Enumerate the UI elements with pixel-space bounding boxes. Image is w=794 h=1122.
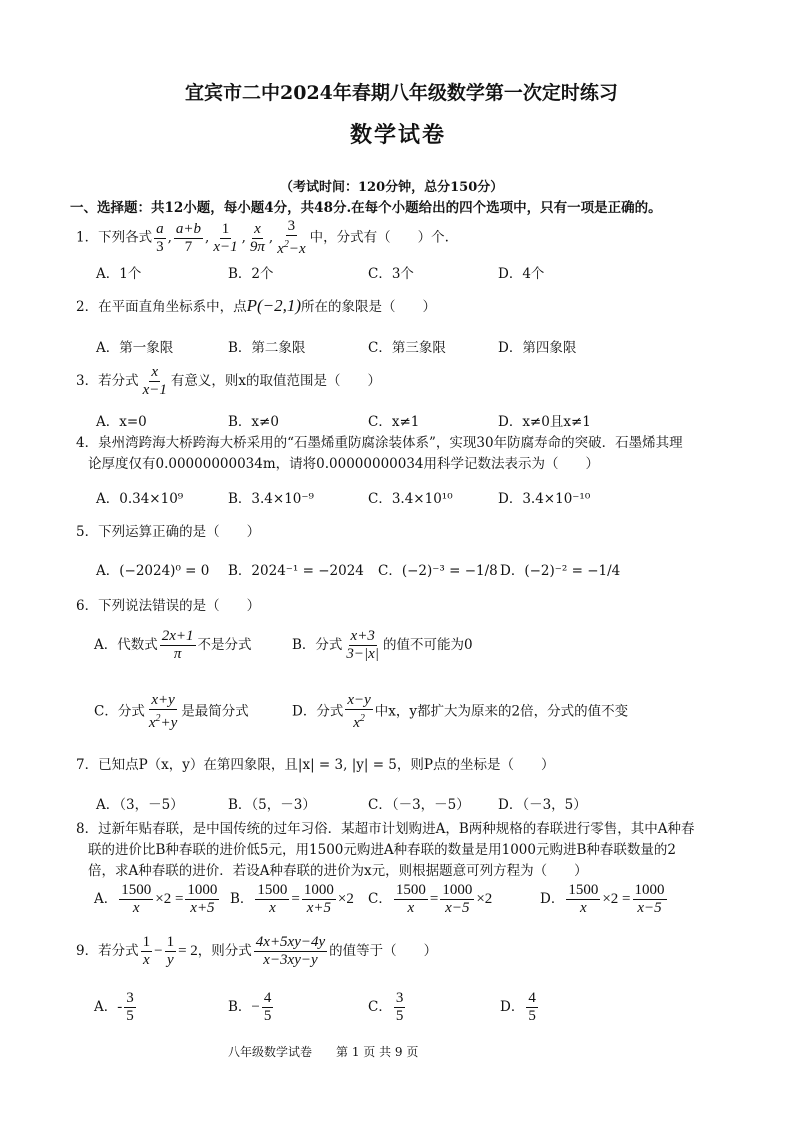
q9-b-label: B． <box>228 999 252 1015</box>
q3-prefix: 3．若分式 <box>76 373 139 389</box>
q5-option-a: A．(−2024)⁰ = 0 <box>96 563 210 579</box>
section-heading: 一、选择题：共12小题，每小题4分，共48分.在每个小题给出的四个选项中，只有一项是正确的。 <box>70 200 662 216</box>
question-6: 6．下列说法错误的是（ ） <box>76 598 261 614</box>
question-8-line1: 8．过新年贴春联，是中国传统的过年习俗．某超市计划购进A，B两种规格的春联进行零售，其中A种春 <box>76 821 695 837</box>
q8-option-c: C． $\frac{1500}{x}$ = $\frac{1000}{x-5}$ ×2 <box>368 882 493 916</box>
q2-option-c: C．第三象限 <box>368 340 446 356</box>
question-4-line2: 论厚度仅有0.00000000034m，请将0.00000000034用科学记数法表示为（ ） <box>88 456 600 472</box>
q9-mid: ，则分式 <box>197 943 252 959</box>
q4-option-a: A．0.34×10⁹ <box>96 491 184 507</box>
q9-prefix: 9．若分式 <box>76 943 139 959</box>
q3-option-a: A．x=0 <box>96 414 147 430</box>
q1-option-d: D．4个 <box>498 266 545 282</box>
q4-option-d: D．3.4×10⁻¹⁰ <box>498 491 591 507</box>
q8-d-label: D． <box>540 891 565 907</box>
q2-point: P(−2,1) <box>246 296 302 315</box>
q9-option-b: B．− $\frac{4}{5}$ <box>228 990 272 1024</box>
q8-b-label: B． <box>230 891 254 907</box>
question-2 <box>76 297 436 316</box>
q6-d-prefix: D．分式 <box>292 703 344 720</box>
q3-suffix: 有意义，则x的取值范围是（ ） <box>170 373 381 389</box>
q3-option-b: B．x≠0 <box>228 414 279 430</box>
q6-a-prefix: A．代数式 <box>94 637 158 653</box>
q5-option-c: C．(−2)⁻³ = −1/8 <box>378 563 498 579</box>
q8-a-label: A． <box>94 891 118 907</box>
q9-suffix: 的值等于（ ） <box>329 943 438 959</box>
q6-a-suffix: 不是分式 <box>197 637 252 653</box>
q5-option-d: D．(−2)⁻² = −1/4 <box>500 563 621 579</box>
q6-b-suffix: 的值不可能为0 <box>382 637 473 653</box>
q8-option-b: B． $\frac{1500}{x}$ = $\frac{1000}{x+5}$ ×2 <box>230 882 354 916</box>
q6-d-suffix: 中x，y都扩大为原来的2倍，分式的值不变 <box>374 703 629 720</box>
q2-option-b: B．第二象限 <box>228 340 306 356</box>
q6-b-prefix: B．分式 <box>292 637 343 653</box>
q9-option-d: D． $\frac{4}{5}$ <box>500 990 536 1024</box>
q7-option-c: C．（－3，－5） <box>368 797 470 813</box>
question-9: 9．若分式 $\frac{1}{x}$ − $\frac{1}{y}$ = 2，则分式 $\frac{4x+5xy-4y}{x-3xy-y}$ 的值等于（ ） <box>76 934 438 968</box>
q2-option-a: A．第一象限 <box>96 340 174 356</box>
q3-option-d: D．x≠0且x≠1 <box>498 414 591 430</box>
q6-c-prefix: C．分式 <box>94 703 145 720</box>
page-footer: 八年级数学试卷 第 1 页 共 9 页 <box>228 1045 419 1059</box>
q8-c-label: C． <box>368 891 392 907</box>
q9-d-label: D． <box>500 999 525 1015</box>
question-3: 3．若分式 $\frac{x}{x-1}$ 有意义，则x的取值范围是（ ） <box>76 364 381 398</box>
q7-option-a: A．（3，－5） <box>96 797 184 813</box>
q6-c-suffix: 是最简分式 <box>181 703 249 720</box>
exam-subtitle: 数学试卷 <box>350 122 447 148</box>
question-1: 1．下列各式 $\frac{a}{3}$ , $\frac{a+b}{7}$ , $\frac{1}{x-1}$ , $\frac{x}{9\pi}$ , $\frac{3}{x^2-x}$ 中，分式有（ ）个. <box>76 218 449 257</box>
q1-option-b: B．2个 <box>228 266 274 282</box>
q6-option-b: B．分式 $\frac{x+3}{3-|x|}$ 的值不可能为0 <box>292 628 473 662</box>
q1-option-c: C．3个 <box>368 266 414 282</box>
question-5: 5．下列运算正确的是（ ） <box>76 524 261 540</box>
q1-prefix: 1．下列各式 <box>76 229 153 246</box>
q4-option-c: C．3.4×10¹⁰ <box>368 491 453 507</box>
q6-option-d: D．分式 $\frac{x-y}{x^2}$ 中x，y都扩大为原来的2倍，分式的值不变 <box>292 692 629 731</box>
q9-option-a: A．- $\frac{3}{5}$ <box>94 990 134 1024</box>
q7-option-d: D．（－3，5） <box>498 797 587 813</box>
exam-info: （考试时间：120分钟，总分150分） <box>280 180 504 195</box>
q2-suffix: 所在的象限是（ ） <box>301 299 437 315</box>
q8-option-d: D． $\frac{1500}{x}$ ×2 = $\frac{1000}{x-5}$ <box>540 882 665 916</box>
question-7: 7．已知点P（x，y）在第四象限，且|x| = 3, |y| = 5，则P点的坐标是（ ） <box>76 757 555 773</box>
q8-option-a: A． $\frac{1500}{x}$ ×2 = $\frac{1000}{x+5}$ <box>94 882 218 916</box>
q4-option-b: B．3.4×10⁻⁹ <box>228 491 314 507</box>
q1-suffix: 中，分式有（ ）个. <box>309 229 449 246</box>
q3-option-c: C．x≠1 <box>368 414 420 430</box>
question-8-line3: 倍，求A种春联的进价．若设A种春联的进价为x元，则根据题意可列方程为（ ） <box>88 863 588 879</box>
q9-a-label: A． <box>94 999 118 1015</box>
q2-option-d: D．第四象限 <box>498 340 577 356</box>
question-8-line2: 联的进价比B种春联的进价低5元，用1500元购进A种春联的数量是用1000元购进B种春联数量的2 <box>88 842 676 858</box>
q7-option-b: B．（5，－3） <box>228 797 316 813</box>
q5-option-b: B．2024⁻¹ = −2024 <box>228 563 364 579</box>
q6-option-c: C．分式 $\frac{x+y}{x^2+y}$ 是最简分式 <box>94 692 249 731</box>
q2-text: 2．在平面直角坐标系中，点 <box>76 299 247 315</box>
q9-option-c: C． $\frac{3}{5}$ <box>368 990 404 1024</box>
q1-option-a: A．1个 <box>96 266 142 282</box>
q6-option-a: A．代数式 $\frac{2x+1}{\pi}$ 不是分式 <box>94 628 252 662</box>
q9-c-label: C． <box>368 999 392 1015</box>
question-4-line1: 4．泉州湾跨海大桥跨海大桥采用的“石墨烯重防腐涂装体系”，实现30年防腐寿命的突破．石墨烯其理 <box>76 435 683 451</box>
exam-title: 宜宾市二中2024年春期八年级数学第一次定时练习 <box>185 82 618 104</box>
